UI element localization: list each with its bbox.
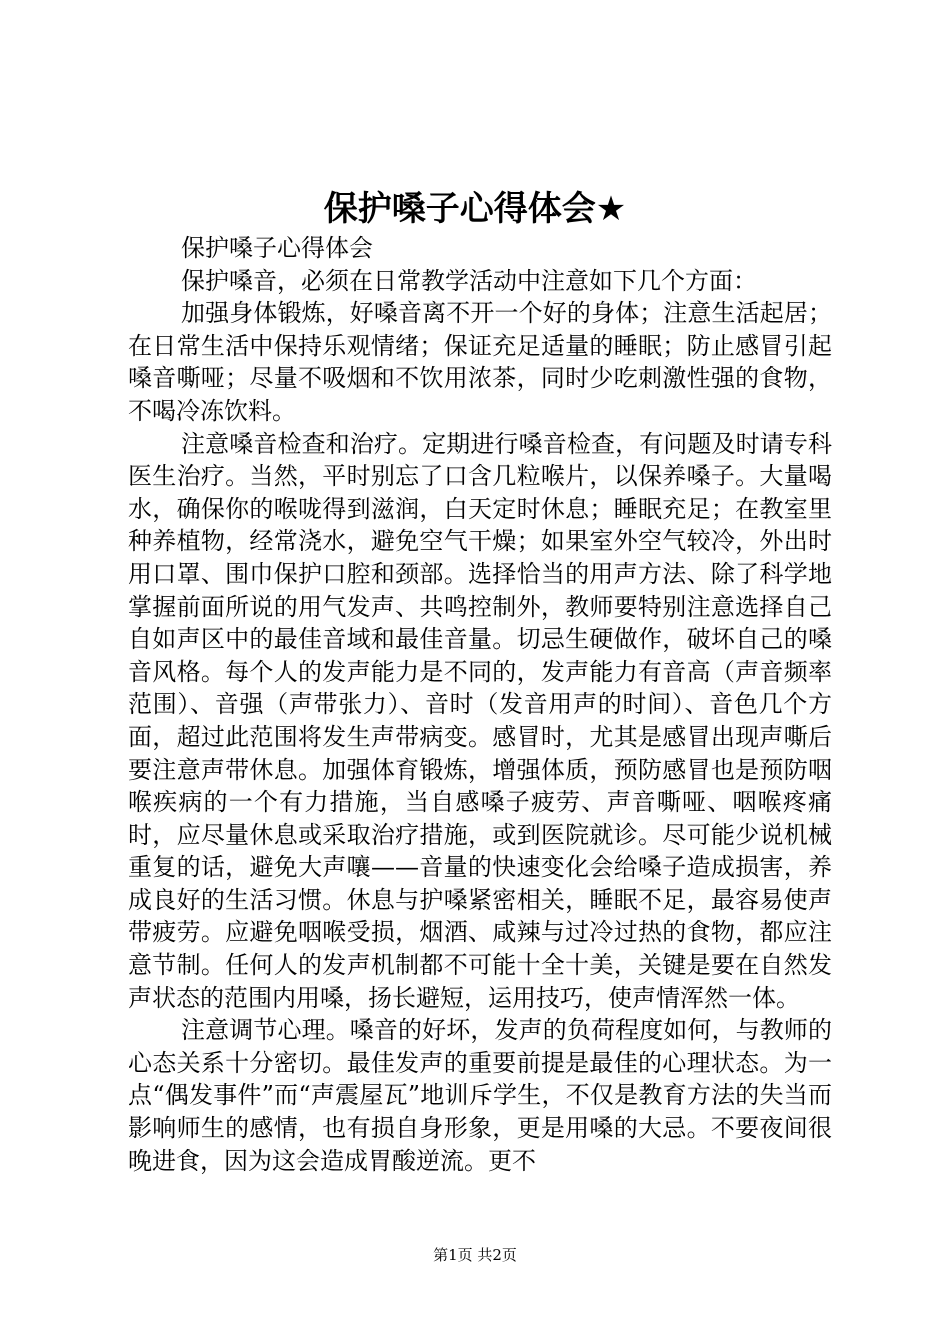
document-title: 保护嗓子心得体会★ bbox=[323, 189, 627, 229]
paragraph-checkup: 注意嗓音检查和治疗。定期进行嗓音检查，有问题及时请专科医生治疗。当然，平时别忘了口含几粒喉片，以保养嗓子。大量喝水，确保你的喉咙得到滋润，白天定时休息；睡眠充足；在教室里种养植物，经常浇水，避免空气干燥；如果室外空气较冷，外出时用口罩、围巾保护口腔和颈部。选择恰当的用声方法、除了科学地掌握前面所说的用气发声、共鸣控制外，教师要特别注意选择自己自如声区中的最佳音域和最佳音量。切忌生硬做作，破坏自己的嗓音风格。每个人的发声能力是不同的，发声能力有音高（声音频率范围）、音强（声带张力）、音时（发音用声的时间）、音色几个方面，超过此范围将发生声带病变。感冒时，尤其是感冒出现声嘶后要注意声带休息。加强体育锻炼，增强体质，预防感冒也是预防咽喉疾病的一个有力措施，当自感嗓子疲劳、声音嘶哑、咽喉疼痛时，应尽量休息或采取治疗措施，或到医院就诊。尽可能少说机械重复的话，避免大声嚷——音量的快速变化会给嗓子造成损害，养成良好的生活习惯。休息与护嗓紧密相关，睡眠不足，最容易使声带疲劳。应避免咽喉受损，烟酒、咸辣与过冷过热的食物，都应注意节制。任何人的发声机制都不可能十全十美，关键是要在自然发声状态的范围内用嗓，扬长避短，运用技巧，使声情浑然一体。 bbox=[128, 429, 832, 1012]
page-footer: 第1页 共2页 bbox=[433, 1246, 517, 1264]
paragraph-psychology: 注意调节心理。嗓音的好坏，发声的负荷程度如何，与教师的心态关系十分密切。最佳发声的重要前提是最佳的心理状态。为一点“偶发事件”而“声震屋瓦”地训斥学生，不仅是教育方法的失当而影响师生的感情，也有损自身形象，更是用嗓的大忌。不要夜间很晚进食，因为这会造成胃酸逆流。更不 bbox=[128, 1016, 832, 1175]
paragraph-exercise: 加强身体锻炼，好嗓音离不开一个好的身体；注意生活起居；在日常生活中保持乐观情绪；保证充足适量的睡眠；防止感冒引起嗓音嘶哑；尽量不吸烟和不饮用浓茶，同时少吃刺激性强的食物，不喝冷冻饮料。 bbox=[128, 299, 832, 425]
paragraph-subtitle: 保护嗓子心得体会 bbox=[181, 234, 373, 262]
document-body bbox=[128, 232, 832, 1177]
paragraph-intro: 保护嗓音，必须在日常教学活动中注意如下几个方面： bbox=[181, 266, 757, 295]
